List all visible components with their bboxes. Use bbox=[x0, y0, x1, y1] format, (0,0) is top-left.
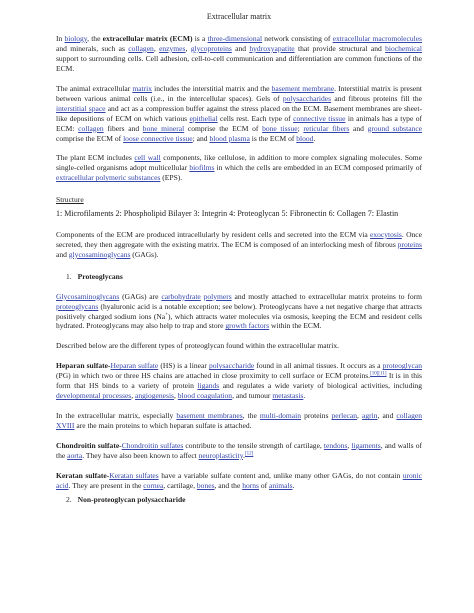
link-polysaccharides[interactable]: polysaccharides bbox=[282, 93, 332, 103]
link-carbohydrate[interactable]: carbohydrate bbox=[161, 291, 201, 301]
link-reticular-fibers[interactable]: reticular fibers bbox=[303, 123, 350, 133]
citation-10-11[interactable]: [10][11] bbox=[370, 371, 387, 377]
link-collagen[interactable]: collagen bbox=[128, 43, 154, 53]
link-angiogenesis[interactable]: angiogenesis bbox=[135, 391, 174, 401]
plant-ecm-paragraph: The plant ECM includes cell wall components, like cellulose, in addition to more complex signaling molecules. Some single-celled organisms adopt multicellular biofilms in which the cells are embedded in an ECM composed primarily of extracellular polymeric substances (EPS). bbox=[56, 153, 423, 183]
link-bone-tissue[interactable]: bone tissue bbox=[262, 123, 298, 133]
link-aorta[interactable]: aorta bbox=[67, 451, 83, 461]
link-bones[interactable]: bones bbox=[196, 480, 215, 490]
link-three-dimensional[interactable]: three-dimensional bbox=[207, 33, 263, 43]
link-animals[interactable]: animals bbox=[269, 480, 293, 490]
link-heparan-sulfate[interactable]: Heparan sulfate bbox=[110, 361, 159, 371]
page-title: Extracellular matrix bbox=[206, 12, 272, 21]
link-blood-plasma[interactable]: blood plasma bbox=[209, 133, 250, 143]
structure-list: 1: Microfilaments 2: Phospholipid Bilayer 3: Integrin 4: Proteoglycan 5: Fibronectin 6: Collagen 7: Elastin bbox=[56, 209, 399, 219]
link-chondroitin-sulfates[interactable]: Chondroitin sulfates bbox=[121, 441, 184, 451]
link-biofilms[interactable]: biofilms bbox=[189, 163, 215, 173]
link-blood[interactable]: blood bbox=[296, 133, 314, 143]
link-enzymes[interactable]: enzymes bbox=[159, 43, 186, 53]
link-basement-membranes[interactable]: basement membranes bbox=[176, 411, 243, 421]
link-tendons[interactable]: tendons bbox=[323, 441, 348, 451]
link-keratan-sulfates[interactable]: Keratan sulfates bbox=[109, 471, 159, 480]
components-paragraph: Components of the ECM are produced intracellularly by resident cells and secreted into the ECM via exocytosis. Once secreted, they then aggregate with the existing matrix. The ECM is composed of an interlocking mesh of fibrous proteins and glycosaminoglycans (GAGs). bbox=[56, 229, 422, 259]
chondroitin-sulfate-paragraph: Chondroitin sulfate-Chondroitin sulfates contribute to the tensile strength of cartilage, tendons, ligaments, and walls of the aorta. They have also been known to affect neuroplasticity.[12] bbox=[56, 441, 422, 461]
link-uronic-acid[interactable]: uronic acid bbox=[56, 471, 423, 490]
link-cornea[interactable]: cornea bbox=[143, 480, 164, 490]
link-glycosaminoglycans[interactable]: glycosaminoglycans bbox=[68, 249, 131, 259]
link-glycoproteins[interactable]: glycoproteins bbox=[190, 43, 232, 53]
intro-paragraph: In biology, the extracellular matrix (ECM) is a three-dimensional network consisting of extracellular macromolecules and minerals, such as collagen, enzymes, glycoproteins and hydroxyapatite that provide structural and biochemical support to surrounding cells. Cell adhesion, cell-to-cell communication and differentiation are common functions of the ECM. bbox=[56, 33, 423, 73]
link-growth-factors[interactable]: growth factors bbox=[225, 321, 270, 331]
section-non-proteoglycan-heading: 2. Non-proteoglycan polysaccharide bbox=[66, 494, 186, 504]
link-polymers[interactable]: polymers bbox=[203, 291, 232, 301]
link-polysaccharide[interactable]: polysaccharide bbox=[208, 361, 255, 371]
link-basement-membrane[interactable]: basement membrane bbox=[271, 83, 335, 93]
link-blood-coagulation[interactable]: blood coagulation bbox=[177, 391, 233, 401]
link-exocytosis[interactable]: exocytosis bbox=[370, 229, 402, 239]
link-extracellular-polymeric-substances[interactable]: extracellular polymeric substances bbox=[56, 173, 161, 183]
link-proteoglycan[interactable]: proteoglycan bbox=[382, 361, 423, 371]
link-multi-domain[interactable]: multi-domain bbox=[259, 411, 302, 421]
link-bone-mineral[interactable]: bone mineral bbox=[142, 123, 185, 133]
link-ground-substance[interactable]: ground substance bbox=[367, 123, 423, 133]
link-biochemical[interactable]: biochemical bbox=[385, 43, 423, 53]
link-biology[interactable]: biology bbox=[64, 33, 88, 43]
link-horns[interactable]: horns bbox=[242, 480, 259, 490]
link-agrin[interactable]: agrin bbox=[361, 411, 378, 421]
link-interstitial-space[interactable]: interstitial space bbox=[56, 103, 106, 113]
document-page bbox=[56, 0, 422, 505]
heparan-sulfate-paragraph: Heparan sulfate-Heparan sulfate (HS) is a linear polysaccharide found in all animal tissues. It occurs as a proteoglycan (PG) in which two or three HS chains are attached in close proximity to cell surface or ECM proteins.[10][11] It is in this form that HS binds to a variety of protein ligands and regulates a wide variety of biological activities, including developmental processes, angiogenesis, blood coagulation, and tumour metastasis. bbox=[56, 361, 423, 401]
link-hydroxyapatite[interactable]: hydroxyapatite bbox=[249, 43, 295, 53]
link-ligands[interactable]: ligands bbox=[197, 381, 220, 391]
link-connective-tissue[interactable]: connective tissue bbox=[293, 113, 346, 123]
link-epithelial[interactable]: epithelial bbox=[189, 113, 218, 123]
link-collagen-2[interactable]: collagen bbox=[78, 123, 104, 133]
link-metastasis[interactable]: metastasis bbox=[272, 391, 304, 401]
link-proteoglycans[interactable]: proteoglycans bbox=[56, 301, 99, 311]
link-extracellular-macromolecules[interactable]: extracellular macromolecules bbox=[332, 33, 422, 43]
section-proteoglycans-heading: 1. Proteoglycans bbox=[66, 271, 123, 281]
types-intro-paragraph: Described below are the different types of proteoglycan found within the extracellular matrix. bbox=[56, 341, 339, 351]
basement-membrane-proteins-paragraph: In the extracellular matrix, especially basement membranes, the multi-domain proteins perlecan, agrin, and collagen XVIII are the main proteins to which heparan sulfate is attached. bbox=[56, 411, 422, 431]
link-ligaments[interactable]: ligaments bbox=[351, 441, 381, 451]
link-neuroplasticity[interactable]: neuroplasticity bbox=[198, 451, 244, 461]
citation-12[interactable]: [12] bbox=[244, 451, 254, 457]
gags-paragraph: Glycosaminoglycans (GAGs) are carbohydrate polymers and mostly attached to extracellular matrix proteins to form proteoglycans (hyaluronic acid is a notable exception; see below). Proteoglycans have a net negative charge that attracts positively charged sodium ions (Na+), which attracts water molecules via osmosis, keeping the ECM and resident cells hydrated. Proteoglycans may also help to trap and store growth factors within the ECM. bbox=[56, 291, 422, 331]
structure-heading: Structure bbox=[56, 195, 84, 205]
link-perlecan[interactable]: perlecan bbox=[331, 411, 358, 421]
link-matrix[interactable]: matrix bbox=[132, 83, 153, 93]
animal-ecm-paragraph: The animal extracellular matrix includes the interstitial matrix and the basement membrane. Interstitial matrix is present between various animal cells (i.e., in the intercellular spaces). Gels of polysaccharides and fibrous proteins fill the interstitial space and act as a compression buffer against the stress placed on the ECM. Basement membranes are sheet-like depositions of ECM on which various epithelial cells rest. Each type of connective tissue in animals has a type of ECM: collagen fibers and bone mineral comprise the ECM of bone tissue; reticular fibers and ground substance comprise the ECM of loose connective tissue; and blood plasma is the ECM of blood. bbox=[56, 83, 423, 143]
link-glycosaminoglycans-2[interactable]: Glycosaminoglycans bbox=[56, 291, 120, 301]
link-collagen-xviii[interactable]: collagen XVIII bbox=[56, 411, 422, 431]
link-developmental-processes[interactable]: developmental processes bbox=[56, 391, 132, 401]
link-loose-connective-tissue[interactable]: loose connective tissue bbox=[123, 133, 193, 143]
link-cell-wall[interactable]: cell wall bbox=[134, 153, 161, 163]
link-proteins[interactable]: proteins bbox=[397, 239, 422, 249]
keratan-sulfate-paragraph: Keratan sulfate-Keratan sulfates have a variable sulfate content and, unlike many other GAGs, do not contain uronic acid. They are present in the cornea, cartilage, bones, and the horns of animals. bbox=[56, 471, 423, 490]
